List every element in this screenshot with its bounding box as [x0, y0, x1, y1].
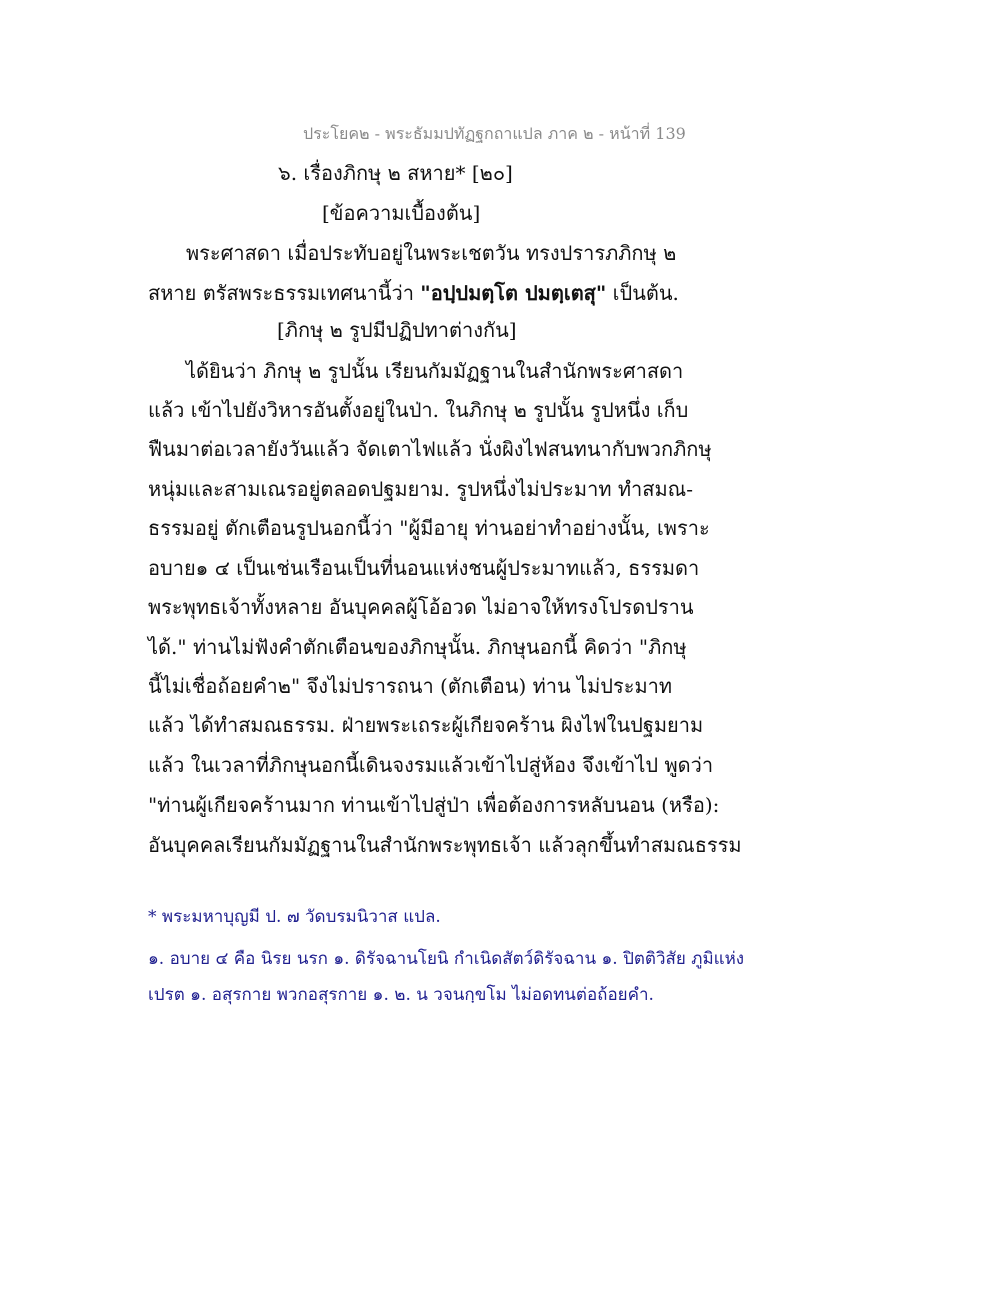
- paragraph-line: หนุ่มและสามเณรอยู่ตลอดปฐมยาม. รูปหนึ่งไม่ประมาท ทำสมณ-: [148, 477, 693, 501]
- footnote-1: ๑. อบาย ๔ คือ นิรย นรก ๑. ดิรัจฉานโยนิ กำเนิดสัตว์ดิรัจฉาน ๑. ปิตติวิสัย ภูมิแห่ง: [148, 949, 745, 969]
- paragraph-line: ได้." ท่านไม่ฟังคำตักเตือนของภิกษุนั้น. ภิกษุนอกนี้ คิดว่า "ภิกษุ: [148, 635, 687, 659]
- footnote-1-continued: เปรต ๑. อสุรกาย พวกอสุรกาย ๑. ๒. น วจนกฺขโม ไม่อดทนต่อถ้อยคำ.: [148, 985, 654, 1005]
- story-heading: [ภิกษุ ๒ รูปมีปฏิปทาต่างกัน]: [277, 318, 517, 342]
- opening-line-1: พระศาสดา เมื่อประทับอยู่ในพระเชตวัน ทรงปรารภภิกษุ ๒: [186, 241, 677, 265]
- paragraph-line: นี้ไม่เชื่อถ้อยคำ๒" จึงไม่ปรารถนา (ตักเตือน) ท่าน ไม่ประมาท: [148, 674, 673, 698]
- story-title: ๖. เรื่องภิกษุ ๒ สหาย* [๒๐]: [278, 161, 513, 185]
- paragraph-line: อบาย๑ ๔ เป็นเช่นเรือนเป็นที่นอนแห่งชนผู้ประมาทแล้ว, ธรรมดา: [148, 556, 700, 580]
- opening-line-2: [148, 283, 679, 303]
- quoted-verse: "อปฺปมตฺโต ปมตฺเตสุ": [420, 281, 607, 305]
- paragraph-line: แล้ว เข้าไปยังวิหารอันตั้งอยู่ในป่า. ในภิกษุ ๒ รูปนั้น รูปหนึ่ง เก็บ: [148, 398, 689, 422]
- paragraph-line: "ท่านผู้เกียจคร้านมาก ท่านเข้าไปสู่ป่า เพื่อต้องการหลับนอน (หรือ):: [148, 793, 720, 817]
- page-header: ประโยค๒ - พระธัมมปทัฏฐกถาแปล ภาค ๒ - หน้าที่ 139: [303, 124, 686, 143]
- paragraph-line: แล้ว ได้ทำสมณธรรม. ฝ่ายพระเถระผู้เกียจคร้าน ผิงไฟในปฐมยาม: [148, 713, 704, 737]
- paragraph-line: พระพุทธเจ้าทั้งหลาย อันบุคคลผู้โอ้อวด ไม่อาจให้ทรงโปรดปราน: [148, 595, 694, 619]
- paragraph-line: ได้ยินว่า ภิกษุ ๒ รูปนั้น เรียนกัมมัฏฐานในสำนักพระศาสดา: [186, 359, 684, 383]
- opening-line-2-end: เป็นต้น.: [606, 281, 679, 305]
- opening-heading: [ข้อความเบื้องต้น]: [322, 201, 481, 225]
- paragraph-line: ธรรมอยู่ ตักเตือนรูปนอกนี้ว่า "ผู้มีอายุ ท่านอย่าทำอย่างนั้น, เพราะ: [148, 516, 710, 540]
- footnote-translator: * พระมหาบุญมี ป. ๗ วัดบรมนิวาส แปล.: [148, 907, 441, 927]
- paragraph-line: แล้ว ในเวลาที่ภิกษุนอกนี้เดินจงรมแล้วเข้าไปสู่ห้อง จึงเข้าไป พูดว่า: [148, 753, 714, 777]
- paragraph-line: ฟืนมาต่อเวลายังวันแล้ว จัดเตาไฟแล้ว นั่งผิงไฟสนทนากับพวกภิกษุ: [148, 437, 712, 461]
- opening-line-2-start: สหาย ตรัสพระธรรมเทศนานี้ว่า: [148, 281, 421, 305]
- paragraph-line: อันบุคคลเรียนกัมมัฏฐานในสำนักพระพุทธเจ้า แล้วลุกขึ้นทำสมณธรรม: [148, 833, 742, 857]
